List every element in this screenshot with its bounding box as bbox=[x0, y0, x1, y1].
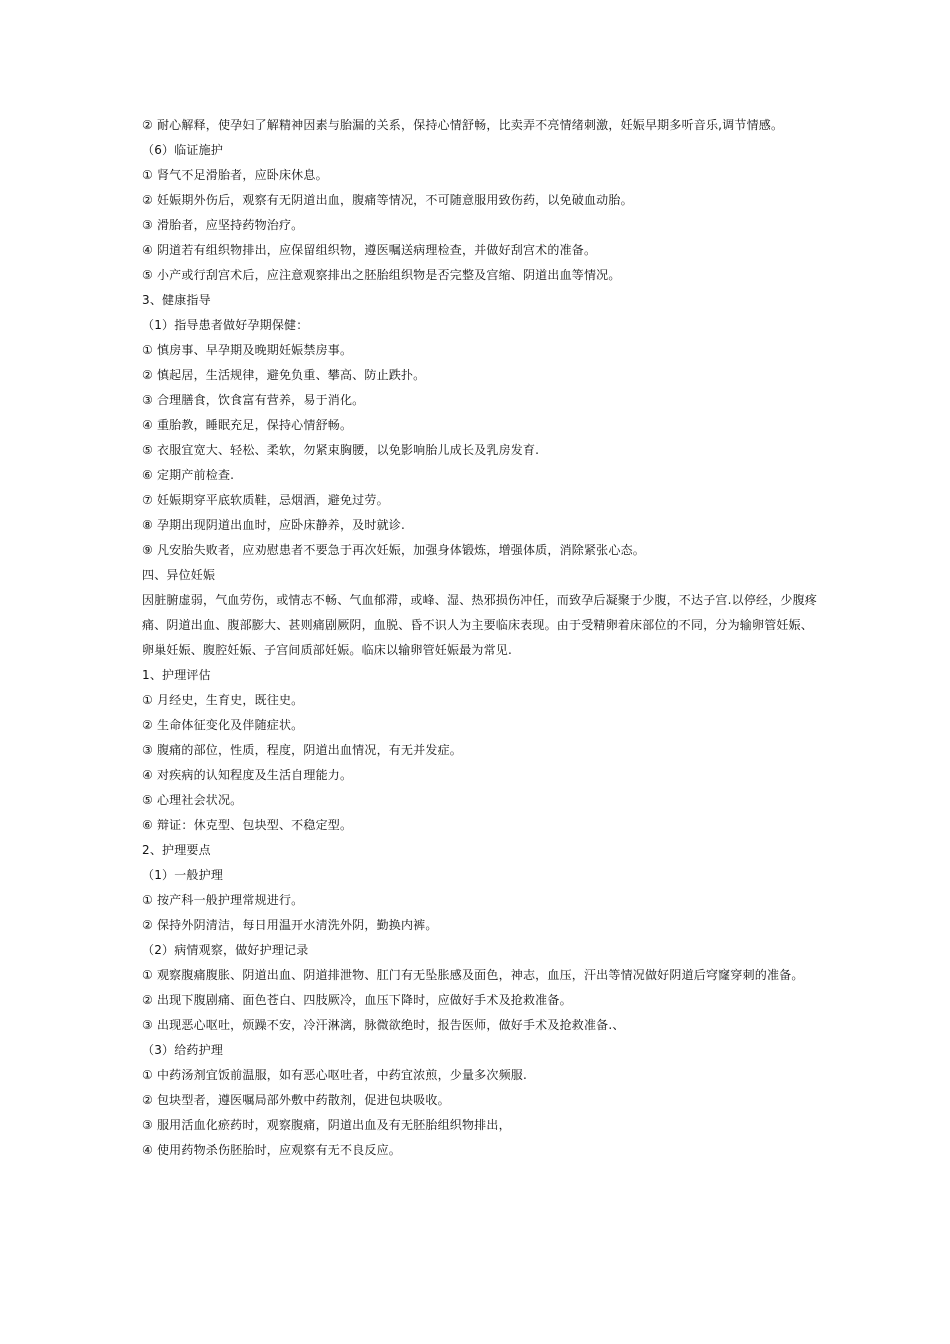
subsection-heading: （3）给药护理 bbox=[142, 1043, 224, 1057]
paragraph-line: ② 耐心解释，使孕妇了解精神因素与胎漏的关系，保持心情舒畅，比卖弄不亮情绪刺激，妊娠早期多听音乐,调节情感。 bbox=[142, 118, 784, 132]
chapter-heading: 四、异位妊娠 bbox=[142, 568, 216, 582]
section-heading: 1、护理评估 bbox=[142, 668, 211, 682]
list-item: ② 生命体征变化及伴随症状。 bbox=[142, 718, 304, 732]
section-heading: 3、健康指导 bbox=[142, 293, 211, 307]
subsection-heading: （2）病情观察，做好护理记录 bbox=[142, 943, 309, 957]
list-item: ④ 使用药物杀伤胚胎时，应观察有无不良反应。 bbox=[142, 1143, 401, 1157]
list-item: ① 按产科一般护理常规进行。 bbox=[142, 893, 304, 907]
subsection-heading: （6）临证施护 bbox=[142, 143, 224, 157]
list-item: ③ 滑胎者，应坚持药物治疗。 bbox=[142, 218, 304, 232]
list-item: ⑤ 心理社会状况。 bbox=[142, 793, 243, 807]
list-item: ① 观察腹痛腹胀、阴道出血、阴道排泄物、肛门有无坠胀感及面色，神志，血压，汗出等情况做好阴道后穹窿穿刺的准备。 bbox=[142, 968, 804, 982]
subsection-heading: （1）一般护理 bbox=[142, 868, 224, 882]
list-item: ① 月经史，生育史，既往史。 bbox=[142, 693, 304, 707]
list-item: ④ 重胎教，睡眠充足，保持心情舒畅。 bbox=[142, 418, 353, 432]
list-item: ③ 出现恶心呕吐，烦躁不安，冷汗淋漓，脉微欲绝时，报告医师，做好手术及抢救准备.、 bbox=[142, 1018, 625, 1032]
list-item: ⑤ 衣服宜宽大、轻松、柔软，勿紧束胸腰，以免影响胎儿成长及乳房发育. bbox=[142, 443, 540, 457]
list-item: ③ 合理膳食，饮食富有营养，易于消化。 bbox=[142, 393, 365, 407]
list-item: ② 慎起居，生活规律，避免负重、攀高、防止跌扑。 bbox=[142, 368, 426, 382]
section-heading: 2、护理要点 bbox=[142, 843, 211, 857]
list-item: ② 妊娠期外伤后，观察有无阴道出血，腹痛等情况，不可随意服用致伤药，以免破血动胎。 bbox=[142, 193, 633, 207]
list-item: ⑤ 小产或行刮宫术后，应注意观察排出之胚胎组织物是否完整及宫缩、阴道出血等情况。 bbox=[142, 268, 621, 282]
list-item: ⑥ 辩证：休克型、包块型、不稳定型。 bbox=[142, 818, 353, 832]
subsection-heading: （1）指导患者做好孕期保健： bbox=[142, 318, 309, 332]
list-item: ① 中药汤剂宜饭前温服，如有恶心呕吐者，中药宜浓煎，少量多次频服. bbox=[142, 1068, 527, 1082]
list-item: ④ 阴道若有组织物排出，应保留组织物，遵医嘱送病理检查，并做好刮宫术的准备。 bbox=[142, 243, 597, 257]
list-item: ⑧ 孕期出现阴道出血时，应卧床静养，及时就诊. bbox=[142, 518, 405, 532]
list-item: ③ 服用活血化瘀药时，观察腹痛，阴道出血及有无胚胎组织物排出， bbox=[142, 1118, 511, 1132]
list-item: ② 出现下腹剧痛、面色苍白、四肢厥冷，血压下降时，应做好手术及抢救准备。 bbox=[142, 993, 572, 1007]
list-item: ⑨ 凡安胎失败者，应劝慰患者不要急于再次妊娠，加强身体锻炼，增强体质，消除紧张心态。 bbox=[142, 543, 645, 557]
list-item: ① 肾气不足滑胎者，应卧床休息。 bbox=[142, 168, 328, 182]
list-item: ③ 腹痛的部位，性质，程度，阴道出血情况，有无并发症。 bbox=[142, 743, 462, 757]
list-item: ④ 对疾病的认知程度及生活自理能力。 bbox=[142, 768, 353, 782]
list-item: ② 包块型者，遵医嘱局部外敷中药散剂，促进包块吸收。 bbox=[142, 1093, 450, 1107]
list-item: ① 慎房事、早孕期及晚期妊娠禁房事。 bbox=[142, 343, 353, 357]
list-item: ② 保持外阴清洁，每日用温开水清洗外阴，勤换内裤。 bbox=[142, 918, 438, 932]
list-item: ⑥ 定期产前检查. bbox=[142, 468, 235, 482]
list-item: ⑦ 妊娠期穿平底软质鞋，忌烟酒，避免过劳。 bbox=[142, 493, 389, 507]
paragraph: 因脏腑虚弱，气血劳伤，或情志不畅、气血郁滞，或峰、湿、热邪损伤冲任，而致孕后凝聚于少腹，不达子宫.以停经，少腹疼痛、阴道出血、腹部膨大、甚则痛剧厥阴，血脱、昏不识人为主要临床表现。由于受精卵着床部位的不同，分为输卵管妊娠、卵巢妊娠、腹腔妊娠、子宫间质部妊娠。临床以输卵管妊娠最为常见. bbox=[142, 593, 818, 657]
document-body bbox=[142, 113, 820, 1163]
